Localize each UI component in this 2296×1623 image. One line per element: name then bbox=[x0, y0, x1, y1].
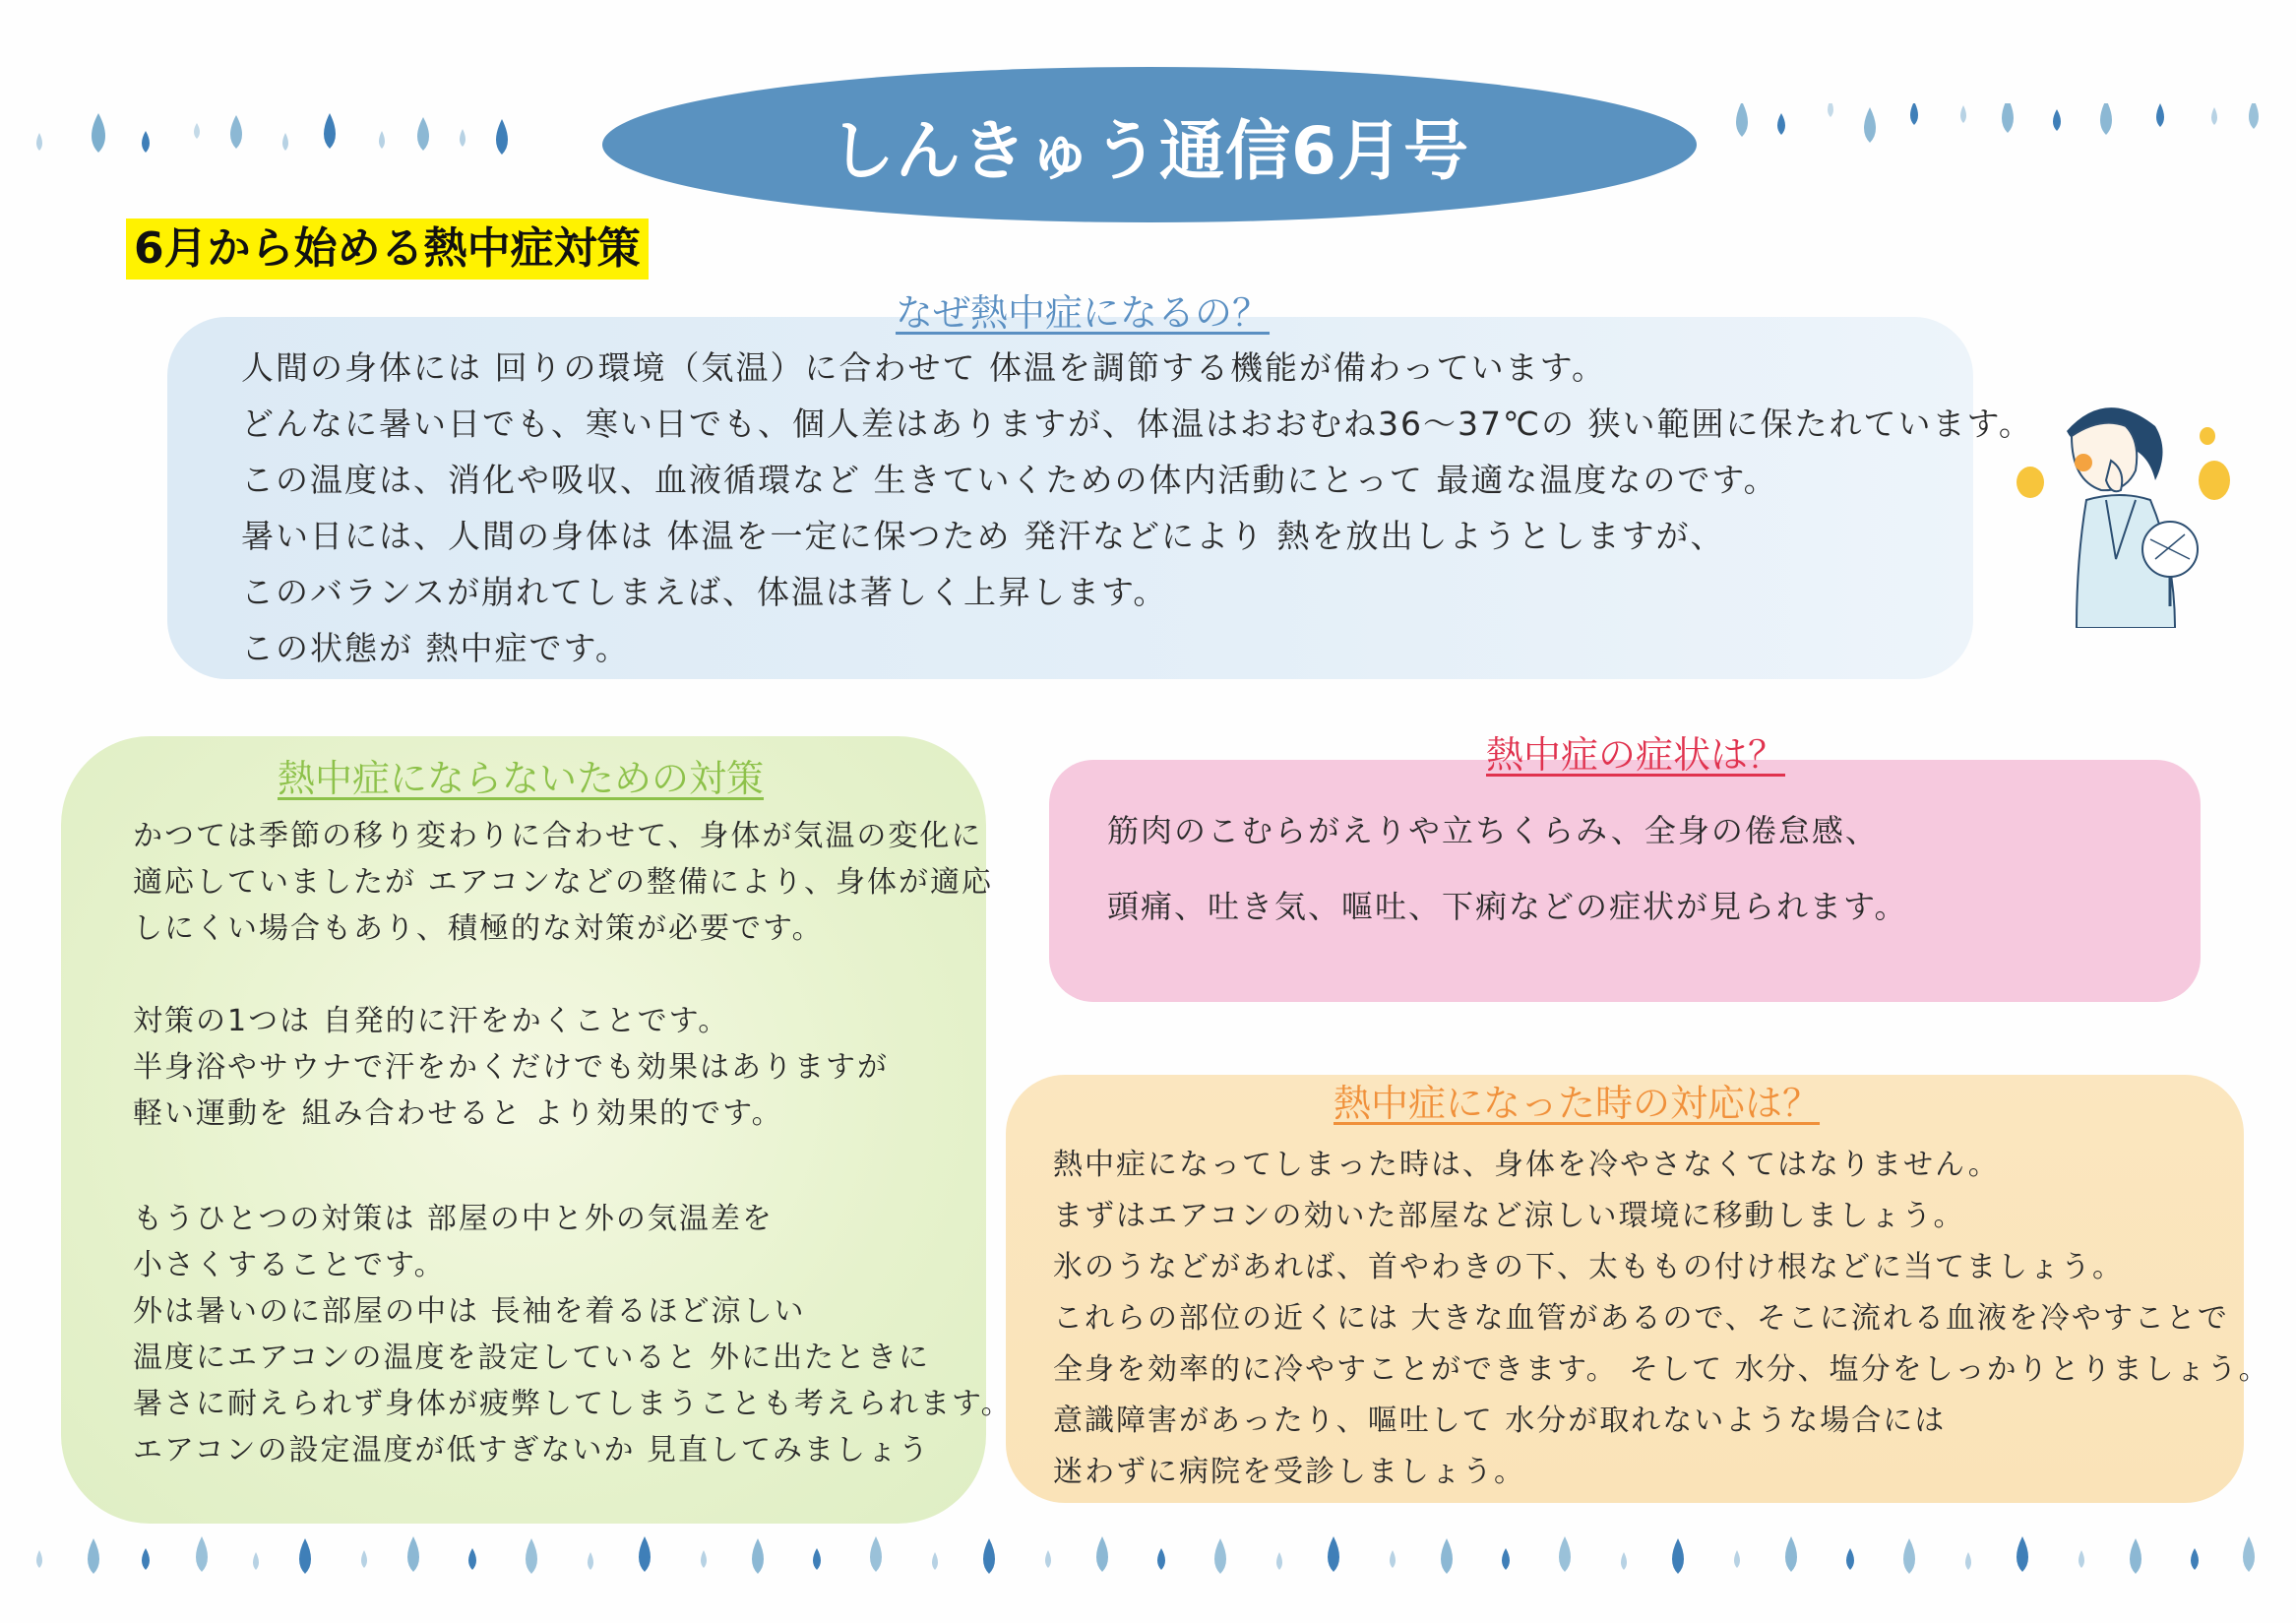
prevention-paragraph bbox=[133, 813, 1013, 1473]
response-section-title: 熱中症になった時の対応は？ bbox=[1334, 1082, 1821, 1125]
header-banner bbox=[602, 67, 1697, 222]
text-line: 外は暑いのに部屋の中は 長袖を着るほど涼しい bbox=[133, 1294, 806, 1329]
symptoms-paragraph bbox=[1107, 793, 1907, 945]
text-line: 軽い運動を 組み合わせると より効果的です。 bbox=[133, 1096, 783, 1131]
main-heading: 6月から始める熱中症対策 bbox=[126, 218, 649, 280]
text-line: この状態が 熱中症です。 bbox=[241, 629, 630, 667]
text-line: 適応していましたが エアコンなどの整備により、身体が適応 bbox=[133, 865, 994, 900]
text-line: 暑い日には、人間の身体は 体温を一定に保つため 発汗などにより 熱を放出しようとしますが、 bbox=[241, 517, 1725, 555]
text-line: 対策の1つは 自発的に汗をかくことです。 bbox=[133, 1004, 730, 1038]
why-paragraph bbox=[241, 340, 2033, 676]
text-line: 半身浴やサウナで汗をかくだけでも効果はありますが bbox=[133, 1050, 889, 1085]
text-line: もうひとつの対策は 部屋の中と外の気温差を bbox=[133, 1202, 774, 1236]
raindrop-border-bottom-icon bbox=[0, 1530, 2296, 1609]
text-line: このバランスが崩れてしまえば、体温は著しく上昇します。 bbox=[241, 573, 1168, 611]
text-line: 人間の身体には 回りの環境（気温）に合わせて 体温を調節する機能が備わっています。 bbox=[241, 348, 1607, 387]
text-line: まずはエアコンの効いた部屋など涼しい環境に移動しましょう。 bbox=[1053, 1199, 1965, 1233]
text-line: しにくい場合もあり、積極的な対策が必要です。 bbox=[133, 911, 824, 946]
text-line: これらの部位の近くには 大きな血管があるので、そこに流れる血液を冷やすことで bbox=[1053, 1301, 2229, 1336]
text-line: この温度は、消化や吸収、血液循環など 生きていくための体内活動にとって 最適な温度なのです。 bbox=[241, 461, 1778, 499]
page-title: しんきゅう通信6月号 bbox=[830, 112, 1469, 189]
text-line: 氷のうなどがあれば、首やわきの下、太ももの付け根などに当てましょう。 bbox=[1053, 1250, 2124, 1284]
text-line: 熱中症になってしまった時は、身体を冷やさなくてはなりません。 bbox=[1053, 1148, 2000, 1182]
text-line: 暑さに耐えられず身体が疲弊してしまうことも考えられます。 bbox=[133, 1387, 1013, 1421]
woman-fanning-illustration-icon bbox=[2013, 392, 2239, 628]
text-line: 温度にエアコンの温度を設定していると 外に出たときに bbox=[133, 1341, 931, 1375]
text-line: 頭痛、吐き気、嘔吐、下痢などの症状が見られます。 bbox=[1107, 888, 1908, 925]
text-line: エアコンの設定温度が低すぎないか 見直してみましょう bbox=[133, 1433, 931, 1467]
why-section-title: なぜ熱中症になるの？ bbox=[896, 291, 1271, 335]
text-line: どんなに暑い日でも、寒い日でも、個人差はありますが、体温はおおむね36～37℃の 狭い範囲に保たれています。 bbox=[241, 405, 2033, 443]
text-line: 全身を効率的に冷やすことができます。 そして 水分、塩分をしっかりとりましょう。 bbox=[1053, 1352, 2270, 1387]
prevention-section-title: 熱中症にならないための対策 bbox=[278, 757, 765, 800]
text-line: 意識障害があったり、嘔吐して 水分が取れないような場合には bbox=[1053, 1404, 1947, 1438]
text-line: 小さくすることです。 bbox=[133, 1248, 446, 1282]
symptoms-section-title: 熱中症の症状は？ bbox=[1486, 733, 1786, 777]
response-paragraph bbox=[1053, 1140, 2270, 1498]
text-line: 迷わずに病院を受診しましょう。 bbox=[1053, 1455, 1525, 1489]
text-line: 筋肉のこむらがえりや立ちくらみ、全身の倦怠感、 bbox=[1107, 812, 1879, 849]
text-line: かつては季節の移り変わりに合わせて、身体が気温の変化に bbox=[133, 819, 983, 853]
